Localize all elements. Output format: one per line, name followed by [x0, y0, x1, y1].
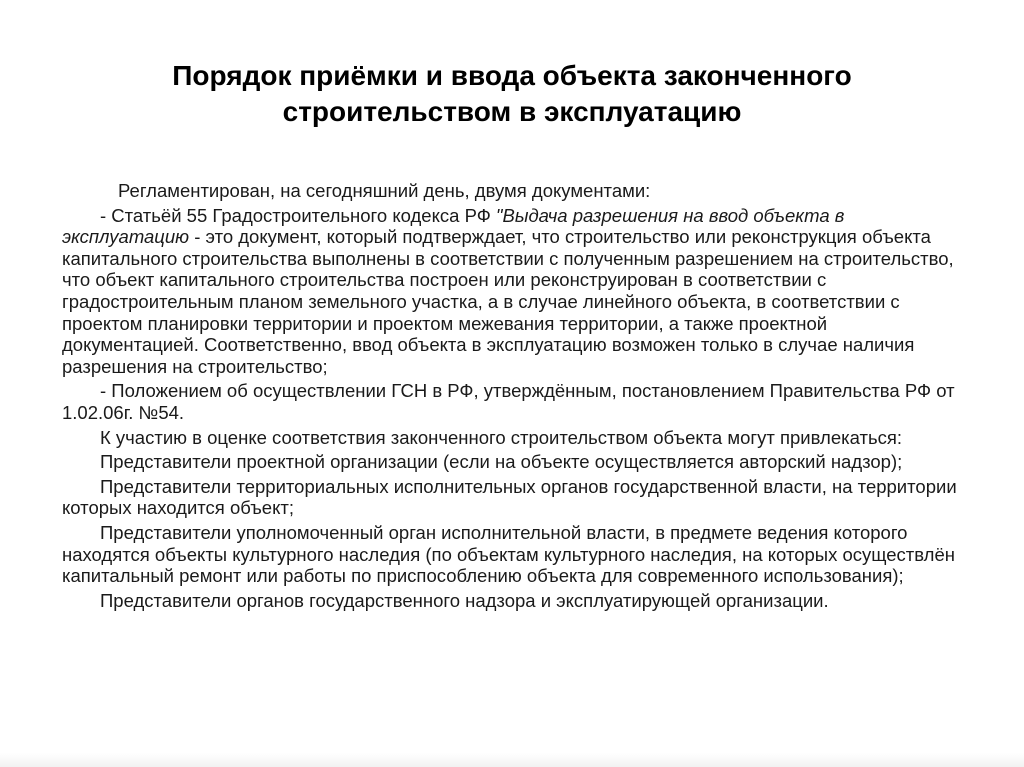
document-2-paragraph: - Положением об осуществлении ГСН в РФ, утверждённым, постановлением Правительства РФ от 1.02.06г. №54.: [62, 380, 955, 423]
slide-title-line-2: строительством в эксплуатацию: [282, 96, 742, 127]
participants-paragraph: К участию в оценке соответствия законченного строительством объекта могут привлекаться:: [100, 426, 903, 448]
representative-1: Представители проектной организации (если на объекте осуществляется авторский надзор);: [100, 451, 903, 473]
document-1-text: - это документ, который подтверждает, что строительство или реконструкция объекта капитального строительства выполнены в соответствии с полученным разрешением на строительство, что объект капитального строительства построен или реконструирован в соответствии с градостроительным планом земельного участка, а в случае линейного объекта, в соответствии с проектом планировки территории и проектом межевания территории, а также проектной документацией. Соответственно, ввод объекта в эксплуатацию возможен только в случае наличия разрешения на строительство;: [62, 226, 954, 377]
document-1-paragraph: [62, 205, 962, 378]
slide-title: [50, 58, 974, 130]
document-1-italic-title: "Выдача разрешения на ввод объекта в эксплуатацию: [62, 204, 845, 248]
representative-2: Представители территориальных исполнительных органов государственной власти, на территории которых находится объект;: [62, 475, 957, 519]
intro-paragraph: Регламентирован, на сегодняшний день, двумя документами:: [118, 180, 651, 201]
document-1-prefix: - Статьёй 55 Градостроительного кодекса РФ: [100, 204, 496, 226]
representative-4: Представители органов государственного надзора и эксплуатирующей организации.: [100, 589, 829, 611]
slide-title-line-1: Порядок приёмки и ввода объекта законченного: [172, 60, 852, 91]
representative-3: Представители уполномоченный орган исполнительной власти, в предмете ведения которого находятся объекты культурного наследия (по объектам культурного наследия, на которых осуществлён капитальный ремонт или работы по приспособлению объекта для современного использования);: [62, 521, 955, 587]
bottom-fade-strip: [0, 753, 1024, 767]
slide-body: [62, 180, 962, 614]
